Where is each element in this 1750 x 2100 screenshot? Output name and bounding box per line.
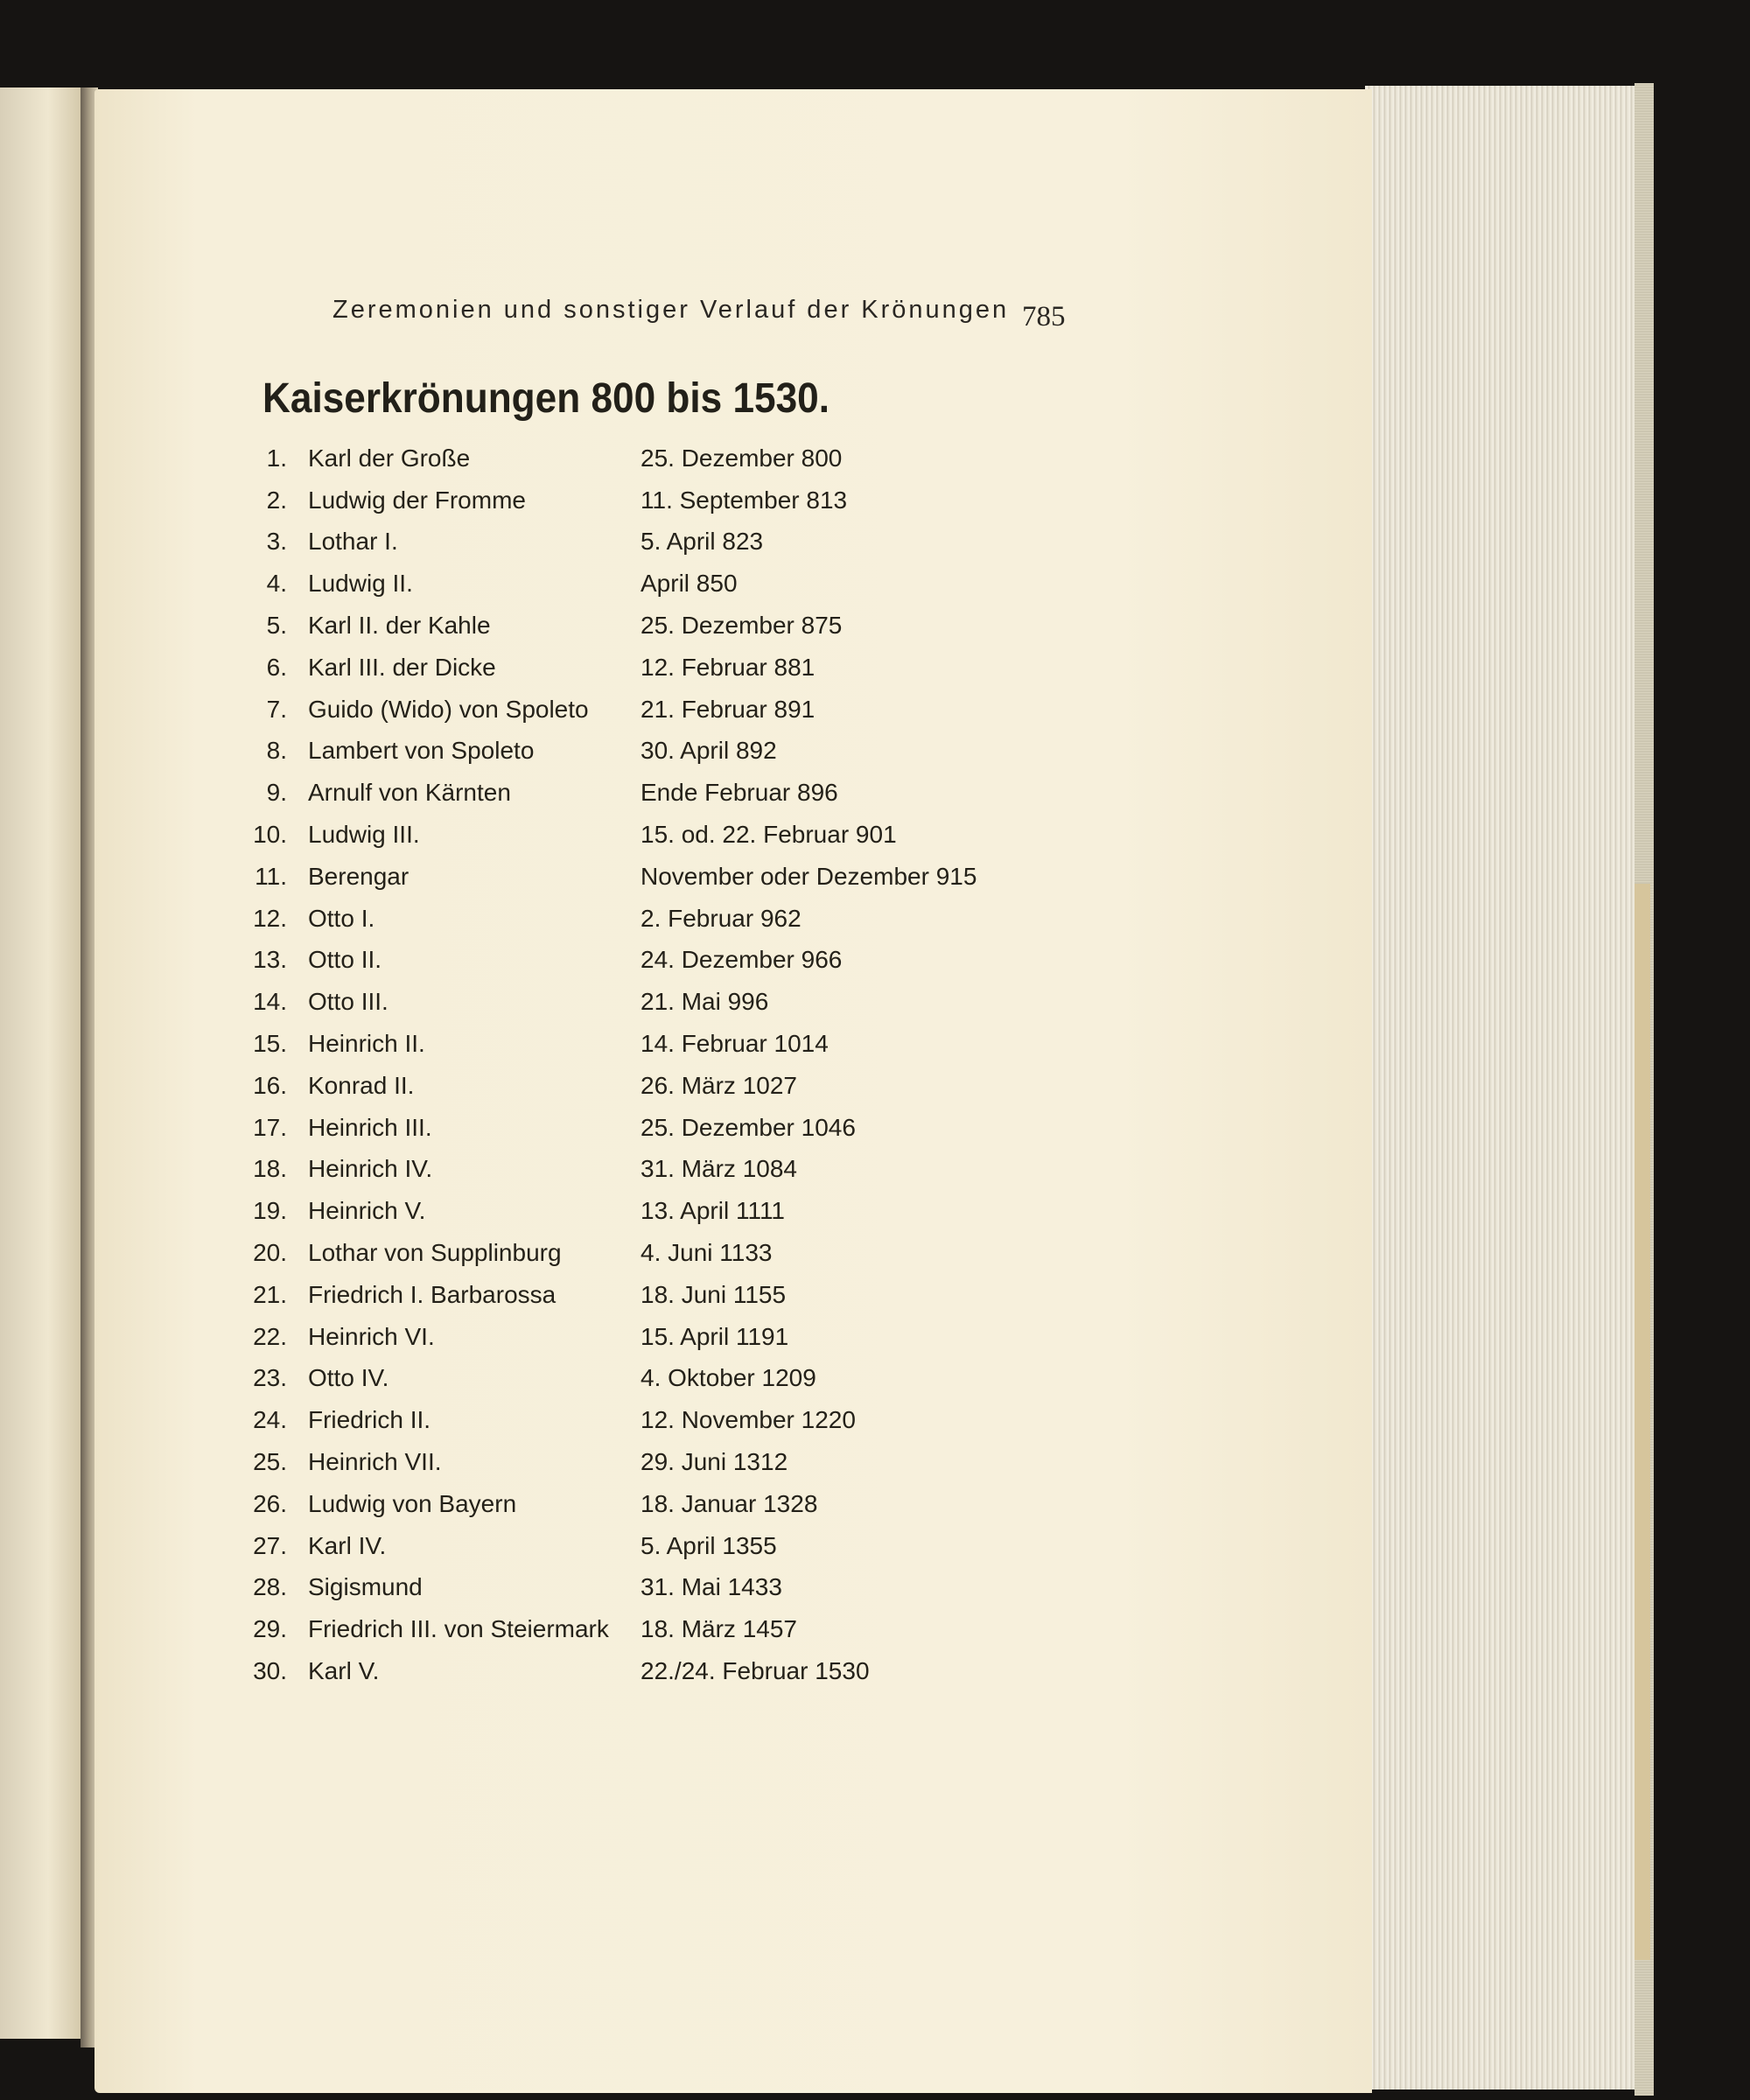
- coronation-date: November oder Dezember 915: [640, 862, 977, 890]
- coronation-date: 26. März 1027: [640, 1071, 797, 1099]
- emperor-name: Lambert von Spoleto: [308, 737, 535, 765]
- list-item: [236, 1399, 1286, 1441]
- emperor-name: Konrad II.: [308, 1071, 415, 1099]
- entry-number: 29.: [253, 1615, 287, 1643]
- list-item: [236, 1316, 1286, 1358]
- coronation-date: 25. Dezember 800: [640, 444, 843, 472]
- coronation-list: [236, 438, 1286, 1692]
- emperor-name: Lothar I.: [308, 528, 398, 556]
- coronation-date: 11. September 813: [640, 486, 848, 514]
- entry-number: 1.: [266, 444, 287, 472]
- emperor-name: Karl III. der Dicke: [308, 653, 496, 681]
- emperor-name: Ludwig der Fromme: [308, 486, 526, 514]
- entry-number: 24.: [253, 1406, 287, 1434]
- emperor-name: Otto IV.: [308, 1364, 389, 1392]
- coronation-date: 30. April 892: [640, 737, 777, 765]
- entry-number: 17.: [253, 1113, 287, 1141]
- entry-number: 19.: [253, 1197, 287, 1225]
- entry-number: 28.: [253, 1573, 287, 1601]
- coronation-date: 31. Mai 1433: [640, 1573, 782, 1601]
- coronation-date: 25. Dezember 875: [640, 612, 843, 640]
- list-item: [236, 1149, 1286, 1191]
- list-item: [236, 772, 1286, 814]
- list-item: [236, 1650, 1286, 1692]
- list-item: [236, 1483, 1286, 1525]
- coronation-date: 4. Juni 1133: [640, 1239, 773, 1267]
- coronation-date: 31. März 1084: [640, 1155, 797, 1183]
- emperor-name: Arnulf von Kärnten: [308, 779, 511, 807]
- entry-number: 22.: [253, 1322, 287, 1350]
- list-item: [236, 1608, 1286, 1650]
- list-item: [236, 438, 1286, 480]
- emperor-name: Ludwig III.: [308, 821, 420, 849]
- coronation-date: 22./24. Februar 1530: [640, 1657, 870, 1684]
- list-item: [236, 1065, 1286, 1107]
- entry-number: 16.: [253, 1071, 287, 1099]
- coronation-date: 25. Dezember 1046: [640, 1113, 856, 1141]
- page-number: 785: [1022, 301, 1066, 332]
- coronation-date: 4. Oktober 1209: [640, 1364, 816, 1392]
- list-item: [236, 480, 1286, 522]
- emperor-name: Karl II. der Kahle: [308, 612, 491, 640]
- emperor-name: Guido (Wido) von Spoleto: [308, 695, 589, 723]
- list-item: [236, 940, 1286, 982]
- list-item: [236, 1023, 1286, 1065]
- list-item: [236, 1232, 1286, 1274]
- list-item: [236, 814, 1286, 856]
- list-item: [236, 1107, 1286, 1149]
- emperor-name: Karl V.: [308, 1657, 380, 1684]
- emperor-name: Heinrich III.: [308, 1113, 432, 1141]
- emperor-name: Heinrich VII.: [308, 1448, 442, 1476]
- emperor-name: Friedrich I. Barbarossa: [308, 1280, 556, 1308]
- entry-number: 13.: [253, 946, 287, 974]
- emperor-name: Otto I.: [308, 904, 375, 932]
- entry-number: 27.: [253, 1531, 287, 1559]
- coronation-date: 21. Februar 891: [640, 695, 816, 723]
- entry-number: 5.: [266, 612, 287, 640]
- entry-number: 2.: [266, 486, 287, 514]
- coronation-date: 13. April 1111: [640, 1197, 786, 1225]
- coronation-date: 18. März 1457: [640, 1615, 797, 1643]
- running-head: Zeremonien und sonstiger Verlauf der Krönungen: [332, 296, 1010, 324]
- emperor-name: Otto II.: [308, 946, 382, 974]
- list-item: [236, 689, 1286, 731]
- entry-number: 10.: [253, 821, 287, 849]
- coronation-date: April 850: [640, 570, 738, 598]
- list-item: [236, 1567, 1286, 1609]
- entry-number: 15.: [253, 1030, 287, 1058]
- entry-number: 11.: [255, 862, 287, 890]
- list-item: [236, 563, 1286, 605]
- coronation-date: Ende Februar 896: [640, 779, 838, 807]
- emperor-name: Heinrich II.: [308, 1030, 425, 1058]
- coronation-date: 15. od. 22. Februar 901: [640, 821, 897, 849]
- emperor-name: Ludwig II.: [308, 570, 413, 598]
- left-page-edge: [0, 88, 88, 2039]
- entry-number: 6.: [266, 653, 287, 681]
- emperor-name: Heinrich V.: [308, 1197, 426, 1225]
- emperor-name: Heinrich IV.: [308, 1155, 433, 1183]
- entry-number: 3.: [266, 528, 287, 556]
- emperor-name: Ludwig von Bayern: [308, 1489, 517, 1517]
- list-item: [236, 731, 1286, 773]
- emperor-name: Friedrich III. von Steiermark: [308, 1615, 609, 1643]
- entry-number: 8.: [266, 737, 287, 765]
- coronation-date: 24. Dezember 966: [640, 946, 843, 974]
- list-item: [236, 898, 1286, 940]
- list-item: [236, 1525, 1286, 1567]
- coronation-date: 5. April 823: [640, 528, 764, 556]
- coronation-date: 18. Januar 1328: [640, 1489, 818, 1517]
- list-item: [236, 605, 1286, 647]
- entry-number: 7.: [266, 695, 287, 723]
- emperor-name: Sigismund: [308, 1573, 423, 1601]
- emperor-name: Karl IV.: [308, 1531, 387, 1559]
- entry-number: 21.: [253, 1280, 287, 1308]
- list-item: [236, 647, 1286, 689]
- entry-number: 23.: [253, 1364, 287, 1392]
- emperor-name: Friedrich II.: [308, 1406, 431, 1434]
- coronation-date: 2. Februar 962: [640, 904, 802, 932]
- list-item: [236, 856, 1286, 898]
- emperor-name: Karl der Große: [308, 444, 471, 472]
- page-block-edge: [1365, 86, 1649, 2090]
- entry-number: 26.: [253, 1489, 287, 1517]
- entry-number: 18.: [253, 1155, 287, 1183]
- coronation-date: 14. Februar 1014: [640, 1030, 829, 1058]
- emperor-name: Berengar: [308, 862, 410, 890]
- coronation-date: 5. April 1355: [640, 1531, 777, 1559]
- coronation-date: 12. November 1220: [640, 1406, 856, 1434]
- entry-number: 9.: [266, 779, 287, 807]
- index-tab: [1634, 884, 1650, 1960]
- entry-number: 25.: [253, 1448, 287, 1476]
- coronation-date: 15. April 1191: [640, 1322, 789, 1350]
- emperor-name: Heinrich VI.: [308, 1322, 435, 1350]
- list-item: [236, 981, 1286, 1023]
- page-title: Kaiserkrönungen 800 bis 1530.: [262, 375, 830, 422]
- coronation-date: 21. Mai 996: [640, 988, 769, 1016]
- list-item: [236, 522, 1286, 564]
- coronation-date: 29. Juni 1312: [640, 1448, 788, 1476]
- entry-number: 30.: [253, 1657, 287, 1684]
- coronation-date: 18. Juni 1155: [640, 1280, 787, 1308]
- entry-number: 20.: [253, 1239, 287, 1267]
- list-item: [236, 1274, 1286, 1316]
- entry-number: 14.: [253, 988, 287, 1016]
- list-item: [236, 1190, 1286, 1232]
- list-item: [236, 1358, 1286, 1400]
- entry-number: 4.: [266, 570, 287, 598]
- entry-number: 12.: [253, 904, 287, 932]
- list-item: [236, 1441, 1286, 1483]
- emperor-name: Lothar von Supplinburg: [308, 1239, 562, 1267]
- coronation-date: 12. Februar 881: [640, 653, 816, 681]
- emperor-name: Otto III.: [308, 988, 388, 1016]
